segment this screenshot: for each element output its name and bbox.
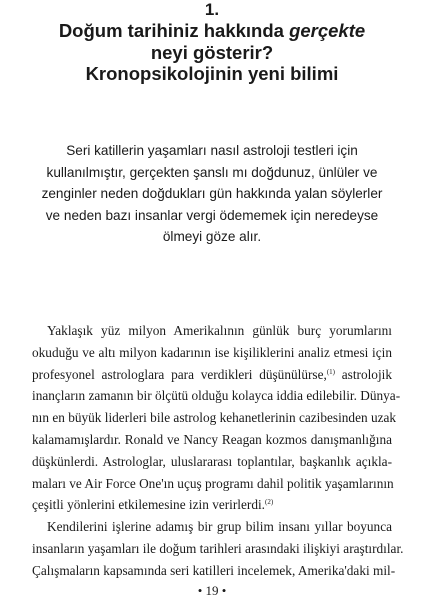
chapter-abstract [0,140,424,248]
footnote-ref-2: (2) [265,498,274,507]
abstract-line: ölmeyi göze alır. [162,229,262,245]
body-line: kalamamışlardır. Ronald ve Nancy Reagan kozmos danışmanlığına [32,431,392,447]
body-line-text: çeşitli yönlerini etkilemesine izin verirlerdi. [32,497,265,513]
body-text [32,320,404,582]
chapter-title-line-2: neyi gösterir? [150,41,274,63]
body-line-text: profesyonel astrologlara para verdikleri düşünülürse, [32,366,327,382]
page-number: • 19 • [197,583,227,598]
abstract-line: zenginler neden doğdukları gün hakkında yalan söylerler [41,186,383,202]
body-line: okuduğu ve altı milyon kadarının ise kişiliklerini analiz etmesi için [32,344,392,360]
body-line: Kendilerini işlerine adamış bir grup bilim insanı yıllar boyunca [47,519,392,535]
body-line: nın en büyük liderleri bile astrolog kehanetlerinin cazibesinden uzak [32,410,397,426]
body-line: insanların yaşamları ile doğum tarihleri arasındaki ilişkiyi araştırdılar. [32,540,404,556]
chapter-title [0,20,424,85]
footnote-ref-1: (1) [326,367,335,376]
body-line: maları ve Air Force One'ın uçuş programı dahil politik yaşamlarının [32,475,394,491]
body-line: Çalışmaların kapsamında seri katilleri incelemek, Amerika'daki mil- [32,562,396,578]
abstract-line: kullanılmıştır, gerçekten şanslı mı doğdunuz, ünlüler ve [46,164,378,180]
chapter-title-line-1-text: Doğum tarihiniz hakkında [58,20,290,41]
body-line [32,494,392,516]
chapter-title-emphasis: gerçekte [289,20,366,41]
chapter-number: 1. [204,0,220,19]
body-line-text: astrolojik [341,366,392,382]
body-line: düşkünlerdi. Astrologlar, uluslararası toplantılar, başkanlık açıkla- [32,453,392,469]
body-line [32,364,392,386]
body-line: inançların zamanın bir ölçütü olduğu kolayca iddia edilebilir. Dünya- [32,388,401,404]
abstract-line: ve neden bazı insanlar vergi ödememek için neredeyse [45,207,379,223]
chapter-title-line-1 [0,20,424,42]
abstract-line: Seri katillerin yaşamları nasıl astroloji testleri için [66,143,358,158]
body-line: Yaklaşık yüz milyon Amerikalının günlük burç yorumlarını [47,323,392,338]
chapter-subtitle: Kronopsikolojinin yeni bilimi [85,63,339,84]
